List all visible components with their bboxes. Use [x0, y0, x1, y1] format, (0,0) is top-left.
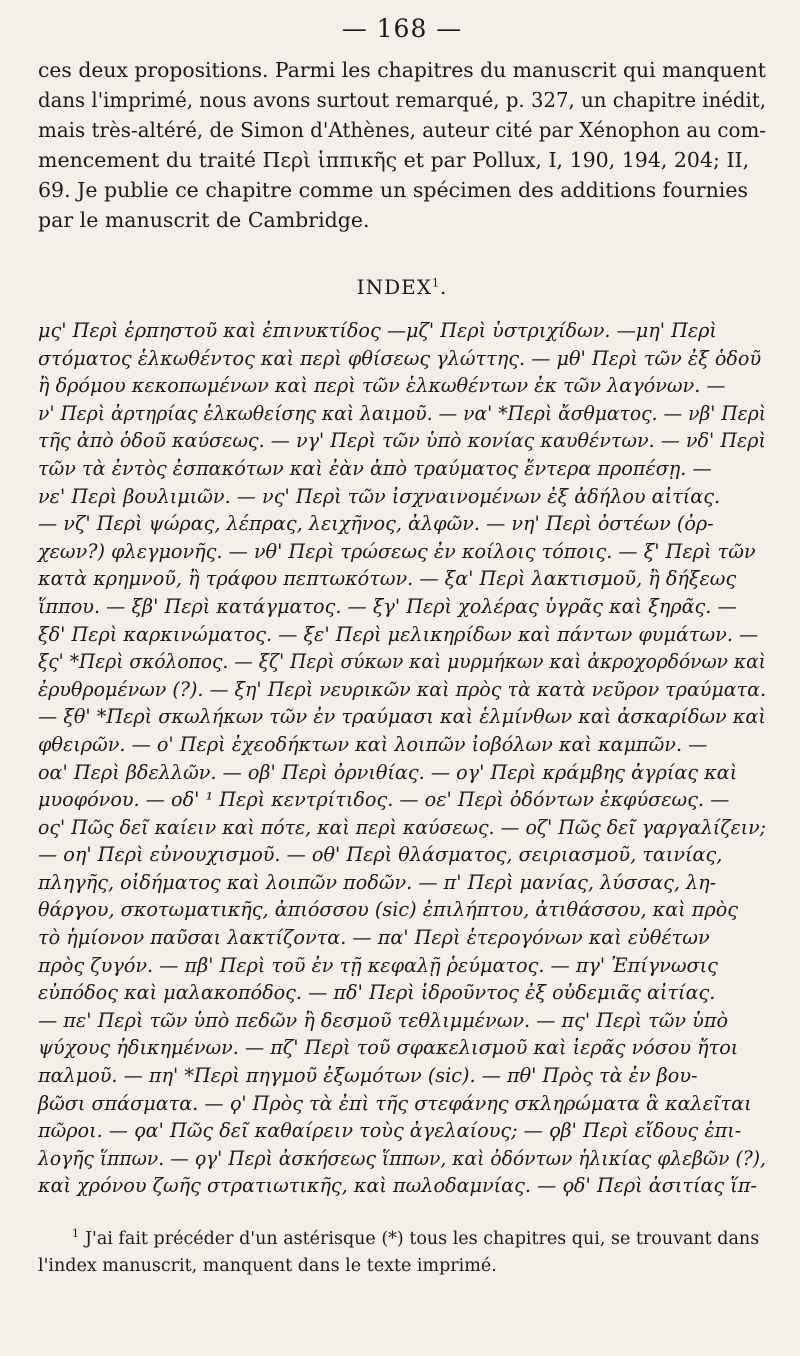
index-line: — ξθ' *Περὶ σκωλήκων τῶν ἐν τραύμασι καὶ ἑλμίνθων καὶ ἀσκαρίδων καὶ — [38, 705, 766, 729]
index-line: παλμοῦ. — πη' *Περὶ πηγμοῦ ἐξωμότων (sic). — πθ' Πρὸς τὰ ἐν βου- — [38, 1064, 698, 1088]
index-line: — οη' Περὶ εὐνουχισμοῦ. — οθ' Περὶ θλάσματος, σειριασμοῦ, ταινίας, — [38, 843, 723, 867]
index-line: ξς' *Περὶ σκόλοπος. — ξζ' Περὶ σύκων καὶ μυρμήκων καὶ ἀκροχορδόνων καὶ — [38, 650, 766, 674]
index-line: κατὰ κρημνοῦ, ἢ τράφου πεπτωκότων. — ξα' Περὶ λακτισμοῦ, ἢ δήξεως — [38, 567, 737, 591]
index-line: βῶσι σπάσματα. — ϙ' Πρὸς τὰ ἐπὶ τῆς στεφάνης σκληρώματα ἃ καλεῖται — [38, 1091, 752, 1115]
index-heading-text: INDEX — [356, 275, 432, 299]
footnote-line: l'index manuscrit, manquent dans le texte imprimé. — [38, 1255, 497, 1276]
index-list — [38, 317, 766, 1200]
footnote-text: J'ai fait précéder d'un astérisque (*) tous les chapitres qui, se trouvant dans — [85, 1228, 760, 1249]
page — [38, 14, 766, 1280]
intro-line: mais très-altéré, de Simon d'Athènes, auteur cité par Xénophon au com- — [38, 118, 766, 142]
index-line: λογῆς ἵππων. — ϙγ' Περὶ ἀσκήσεως ἵππων, καὶ ὀδόντων ἡλικίας φλεβῶν (?), — [38, 1146, 766, 1170]
index-line: πρὸς ζυγόν. — πβ' Περὶ τοῦ ἐν τῇ κεφαλῇ ῥεύματος. — πγ' Ἐπίγνωσις — [38, 953, 718, 977]
index-line: ξδ' Περὶ καρκινώματος. — ξε' Περὶ μελικηρίδων καὶ πάντων φυμάτων. — — [38, 622, 759, 646]
index-line: ος' Πῶς δεῖ καίειν καὶ πότε, καὶ περὶ καύσεως. — οζ' Πῶς δεῖ γαργαλίζειν; — [38, 815, 766, 839]
index-line: ν' Περὶ ἀρτηρίας ἑλκωθείσης καὶ λαιμοῦ. — να' *Περὶ ἄσθματος. — νβ' Περὶ — [38, 401, 767, 425]
index-heading: INDEX$^1$. — [356, 275, 448, 299]
index-line: θάργου, σκοτωματικῆς, ἀπιόσσου (sic) ἐπιλήπτου, ἀτιθάσσου, καὶ πρὸς — [38, 898, 738, 922]
intro-line: mencement du traité Περὶ ἱππικῆς et par Pollux, I, 190, 194, 204; II, — [38, 148, 750, 172]
footnote-line — [38, 1220, 766, 1253]
index-line: τὸ ἡμίονον παῦσαι λακτίζοντα. — πα' Περὶ ἑτερογόνων καὶ εὐθέτων — [38, 926, 710, 950]
index-line: ψύχους ἠδικημένων. — πζ' Περὶ τοῦ σφακελισμοῦ καὶ ἱερᾶς νόσου ἤτοι — [38, 1036, 739, 1060]
index-line: μς' Περὶ ἑρπηστοῦ καὶ ἐπινυκτίδος —μζ' Περὶ ὑστριχίδων. —μη' Περὶ — [38, 319, 717, 342]
index-line: μυοφόνου. — οδ' ¹ Περὶ κεντρίτιδος. — οε' Περὶ ὀδόντων ἐκφύσεως. — — [38, 788, 730, 812]
index-line: — πε' Περὶ τῶν ὑπὸ πεδῶν ἢ δεσμοῦ τεθλιμμένων. — πς' Περὶ τῶν ὑπὸ — [38, 1008, 729, 1032]
intro-line: ces deux propositions. Parmi les chapitres du manuscrit qui manquent — [38, 58, 766, 82]
index-line: πῶροι. — ϙα' Πῶς δεῖ καθαίρειν τοὺς ἀγελαίους; — ϙβ' Περὶ εἴδους ἐπι- — [38, 1119, 742, 1143]
intro-line: par le manuscrit de Cambridge. — [38, 208, 370, 232]
page-number: — 168 — — [341, 14, 463, 43]
intro-paragraph — [38, 55, 766, 235]
footnote-mark: 1 — [72, 1227, 79, 1240]
intro-line: dans l'imprimé, nous avons surtout remarqué, p. 327, un chapitre inédit, — [38, 88, 767, 112]
index-line: φθειρῶν. — ο' Περὶ ἐχεοδήκτων καὶ λοιπῶν ἰοβόλων καὶ καμπῶν. — — [38, 732, 708, 756]
index-line: — νζ' Περὶ ψώρας, λέπρας, λειχῆνος, ἀλφῶν. — νη' Περὶ ὀστέων (ὀρ- — [38, 512, 714, 536]
index-line: οα' Περὶ βδελλῶν. — οβ' Περὶ ὀρνιθίας. — ογ' Περὶ κράμβης ἀγρίας καὶ — [38, 760, 738, 784]
index-line: ἢ δρόμου κεκοπωμένων καὶ περὶ τῶν ἑλκωθέντων ἐκ τῶν λαγόνων. — — [38, 374, 726, 398]
index-line: νε' Περὶ βουλιμιῶν. — νς' Περὶ τῶν ἰσχναινομένων ἐξ ἀδήλου αἰτίας. — [38, 484, 721, 508]
index-line: πληγῆς, οἰδήματος καὶ λοιπῶν ποδῶν. — π' Περὶ μανίας, λύσσας, λη- — [38, 870, 717, 894]
index-line: στόματος ἑλκωθέντος καὶ περὶ φθίσεως γλώττης. — μθ' Περὶ τῶν ἐξ ὁδοῦ — [38, 346, 762, 370]
index-line: χεων?) φλεγμονῆς. — νθ' Περὶ τρώσεως ἐν κοίλοις τόποις. — ξ' Περὶ τῶν — [38, 539, 756, 563]
index-line: ἵππου. — ξβ' Περὶ κατάγματος. — ξγ' Περὶ χολέρας ὑγρᾶς καὶ ξηρᾶς. — — [38, 594, 737, 618]
index-line: τῆς ἀπὸ ὁδοῦ καύσεως. — νγ' Περὶ τῶν ὑπὸ κονίας καυθέντων. — νδ' Περὶ — [38, 429, 766, 453]
footnote — [38, 1220, 766, 1280]
footnote-reference: 1 — [431, 276, 440, 290]
index-line: εὐπόδος καὶ μαλακοπόδος. — πδ' Περὶ ἱδροῦντος ἐξ οὐδεμιᾶς αἰτίας. — [38, 981, 716, 1005]
index-line: ἐρυθρομένων (?). — ξη' Περὶ νευρικῶν καὶ πρὸς τὰ κατὰ νεῦρον τραύματα. — [38, 677, 767, 701]
intro-line: 69. Je publie ce chapitre comme un spécimen des additions fournies — [38, 178, 749, 202]
index-line: καὶ χρόνου ζωῆς στρατιωτικῆς, καὶ πωλοδαμνίας. — ϙδ' Περὶ ἀσιτίας ἵπ- — [38, 1174, 757, 1198]
index-line: τῶν τὰ ἐντὸς ἐσπακότων καὶ ἐὰν ἀπὸ τραύματος ἔντερα προπέσῃ. — — [38, 456, 712, 480]
